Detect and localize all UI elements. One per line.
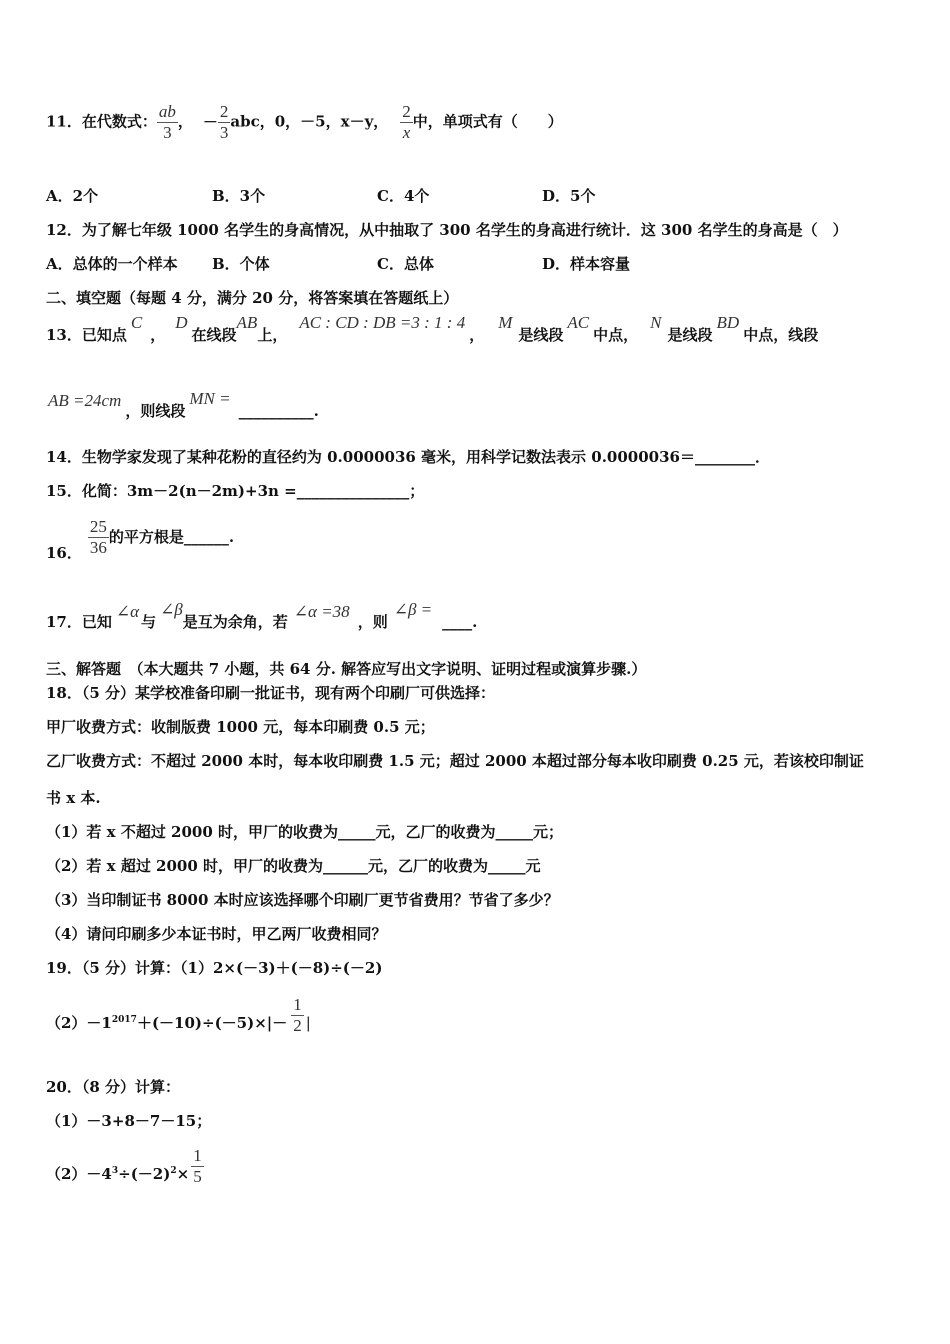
q18-line-1: 甲厂收费方式：收制版费 1000 元，每本印刷费 0.5 元； [46,718,435,736]
q16-fraction: $\frac{25}{36}$ [89,517,107,557]
q18-part-4: （4）请问印刷多少本证书时，甲乙两厂收费相同？ [46,925,387,943]
q11-fraction-2-3: $\frac{2}{3}$ [219,102,229,142]
q20-stem: 20．（8 分）计算： [46,1078,181,1096]
q11-option-d: D．5个 [542,187,596,205]
q13-line-2: AB =24cm，则线段MN =__________. [48,389,319,420]
q12-option-a: A．总体的一个样本 [46,255,178,273]
q11-fraction-2-x: $\frac{2}{x}$ [402,102,411,142]
q19-part-2: $(2)-1^{2017}+(-10)\div(-5)\times|-$ $\frac{1}{2}$ | [46,995,311,1035]
q11-option-a: A．2个 [46,187,99,205]
q18-line-3: 书 x 本. [46,789,101,807]
q20-part-2: $(2)-4^3\div(-2)^2\times$ $\frac{1}{5}$ [46,1146,202,1186]
q11-option-c: C．4个 [377,187,430,205]
q18-part-1: （1）若 x 不超过 2000 时，甲厂的收费为_____元，乙厂的收费为_____元； [46,823,564,841]
q11-fraction-ab-3: $\frac{ab}{3}$ [158,102,176,142]
q14-stem: 14．生物学家发现了某种花粉的直径约为 0.0000036 毫米，用科学记数法表示 0.0000036＝________． [46,448,770,466]
q12-option-b: B．个体 [212,255,270,273]
q20-fraction: $\frac{1}{5}$ [193,1146,202,1186]
section-3-heading: 三、解答题 （本大题共 7 小题，共 64 分. 解答应写出文字说明、证明过程或演算步骤.） [46,660,647,678]
q20-part-1: （1）－3+8－7－15； [46,1112,212,1130]
q15-stem: 15．化简：3m－2(n－2m)+3n =_______________； [46,482,425,500]
q12-stem: 12．为了解七年级 1000 名学生的身高情况，从中抽取了 300 名学生的身高进行统计．这 300 名学生的身高是（ ） [46,221,848,239]
q18-line-2: 乙厂收费方式：不超过 2000 本时，每本收印刷费 1.5 元；超过 2000 本超过部分每本收印刷费 0.25 元，若该校印制证 [46,752,864,770]
q18-part-3: （3）当印制证书 8000 本时应该选择哪个印刷厂更节省费用？节省了多少？ [46,891,559,909]
q11-option-b: B．3个 [212,187,266,205]
q19-fraction: $\frac{1}{2}$ [293,995,302,1035]
q19-stem: 19．（5 分）计算：（1）2×(－3)＋(－8)÷(－2) [46,959,383,977]
q16-stem: 16． $\frac{25}{36}$ 的平方根是______. [46,517,235,562]
q11-stem: 11．在代数式： $\frac{ab}{3}$ ， － $\frac{2}{3}$ abc，0，－5，x－y， $\frac{2}{x}$ 中，单项式有（ ） [46,102,563,142]
q12-option-d: D．样本容量 [542,255,631,273]
q12-option-c: C．总体 [377,255,434,273]
q18-stem: 18．（5 分）某学校准备印刷一批证书，现有两个印刷厂可供选择： [46,684,496,702]
q18-part-2: （2）若 x 超过 2000 时，甲厂的收费为______元，乙厂的收费为_____元 [46,857,541,875]
q17-stem: 17．已知∠α与∠β是互为余角，若∠α =38，则∠β =____. [46,600,478,631]
q13-line-1: 13．已知点C，D在线段AB上，AC : CD : DB =3 : 1 : 4，M是线段AC中点，N是线段BD中点，线段 [46,313,819,344]
section-2-heading: 二、填空题（每题 4 分，满分 20 分，将答案填在答题纸上） [46,289,459,307]
